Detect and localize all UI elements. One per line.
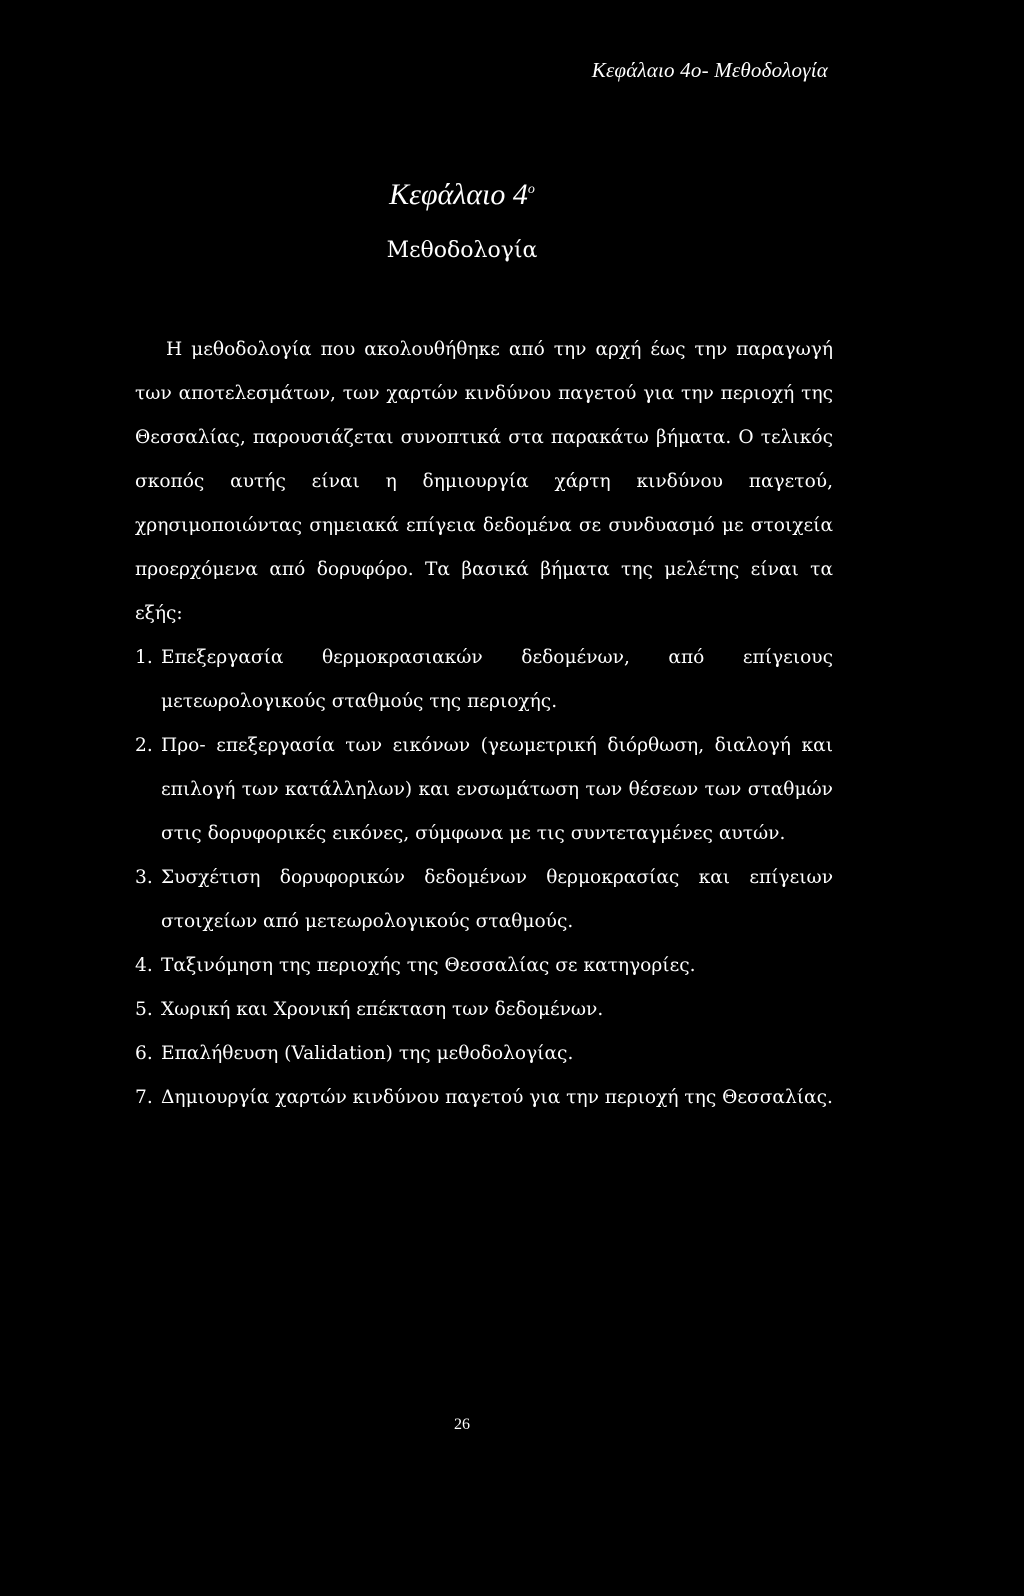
step-text: Συσχέτιση δορυφορικών δεδομένων θερμοκρασίας και επίγειων στοιχείων από μετεωρολογικούς σταθμούς.	[161, 867, 833, 932]
step-text: Δημιουργία χαρτών κινδύνου παγετού για την περιοχή της Θεσσαλίας.	[161, 1087, 833, 1108]
step-number: 7.	[135, 1087, 153, 1108]
running-header: Κεφάλαιο 4ο- Μεθοδολογία	[591, 58, 828, 82]
body-block	[135, 328, 833, 1120]
step-number: 3.	[135, 867, 153, 888]
list-item	[135, 1076, 833, 1120]
list-item	[135, 988, 833, 1032]
steps-list	[135, 636, 833, 1120]
chapter-title-text: Κεφάλαιο 4	[389, 178, 528, 211]
list-item	[135, 1032, 833, 1076]
step-number: 5.	[135, 999, 153, 1020]
step-text: Ταξινόμηση της περιοχής της Θεσσαλίας σε κατηγορίες.	[161, 955, 696, 976]
step-number: 2.	[135, 735, 153, 756]
step-number: 4.	[135, 955, 153, 976]
step-text: Επαλήθευση (Validation) της μεθοδολογίας.	[161, 1043, 574, 1064]
chapter-subtitle: Μεθοδολογία	[386, 238, 538, 263]
intro-paragraph: Η μεθοδολογία που ακολουθήθηκε από την αρχή έως την παραγωγή των αποτελεσμάτων, των χαρτών κινδύνου παγετού για την περιοχή της Θεσσαλίας, παρουσιάζεται συνοπτικά στα παρακάτω βήματα. Ο τελικός σκοπός αυτής είναι η δημιουργία χάρτη κινδύνου παγετού, χρησιμοποιώντας σημειακά επίγεια δεδομένα σε συνδυασμό με στοιχεία προερχόμενα από δορυφόρο. Τα βασικά βήματα της μελέτης είναι τα εξής:	[135, 339, 833, 624]
list-item	[135, 944, 833, 988]
list-item	[135, 636, 833, 724]
list-item	[135, 724, 833, 856]
step-text: Επεξεργασία θερμοκρασιακών δεδομένων, από επίγειους μετεωρολογικούς σταθμούς της περιοχής.	[161, 647, 833, 712]
page-number: 26	[454, 1416, 470, 1433]
list-item	[135, 856, 833, 944]
step-number: 1.	[135, 647, 153, 668]
chapter-title	[0, 178, 924, 212]
step-text: Χωρική και Χρονική επέκταση των δεδομένων.	[161, 999, 604, 1020]
chapter-title-superscript: ο	[527, 182, 535, 197]
step-number: 6.	[135, 1043, 153, 1064]
step-text: Προ- επεξεργασία των εικόνων (γεωμετρική διόρθωση, διαλογή και επιλογή των κατάλληλων) και ενσωμάτωση των θέσεων των σταθμών στις δορυφορικές εικόνες, σύμφωνα με τις συντεταγμένες αυτών.	[161, 735, 833, 844]
